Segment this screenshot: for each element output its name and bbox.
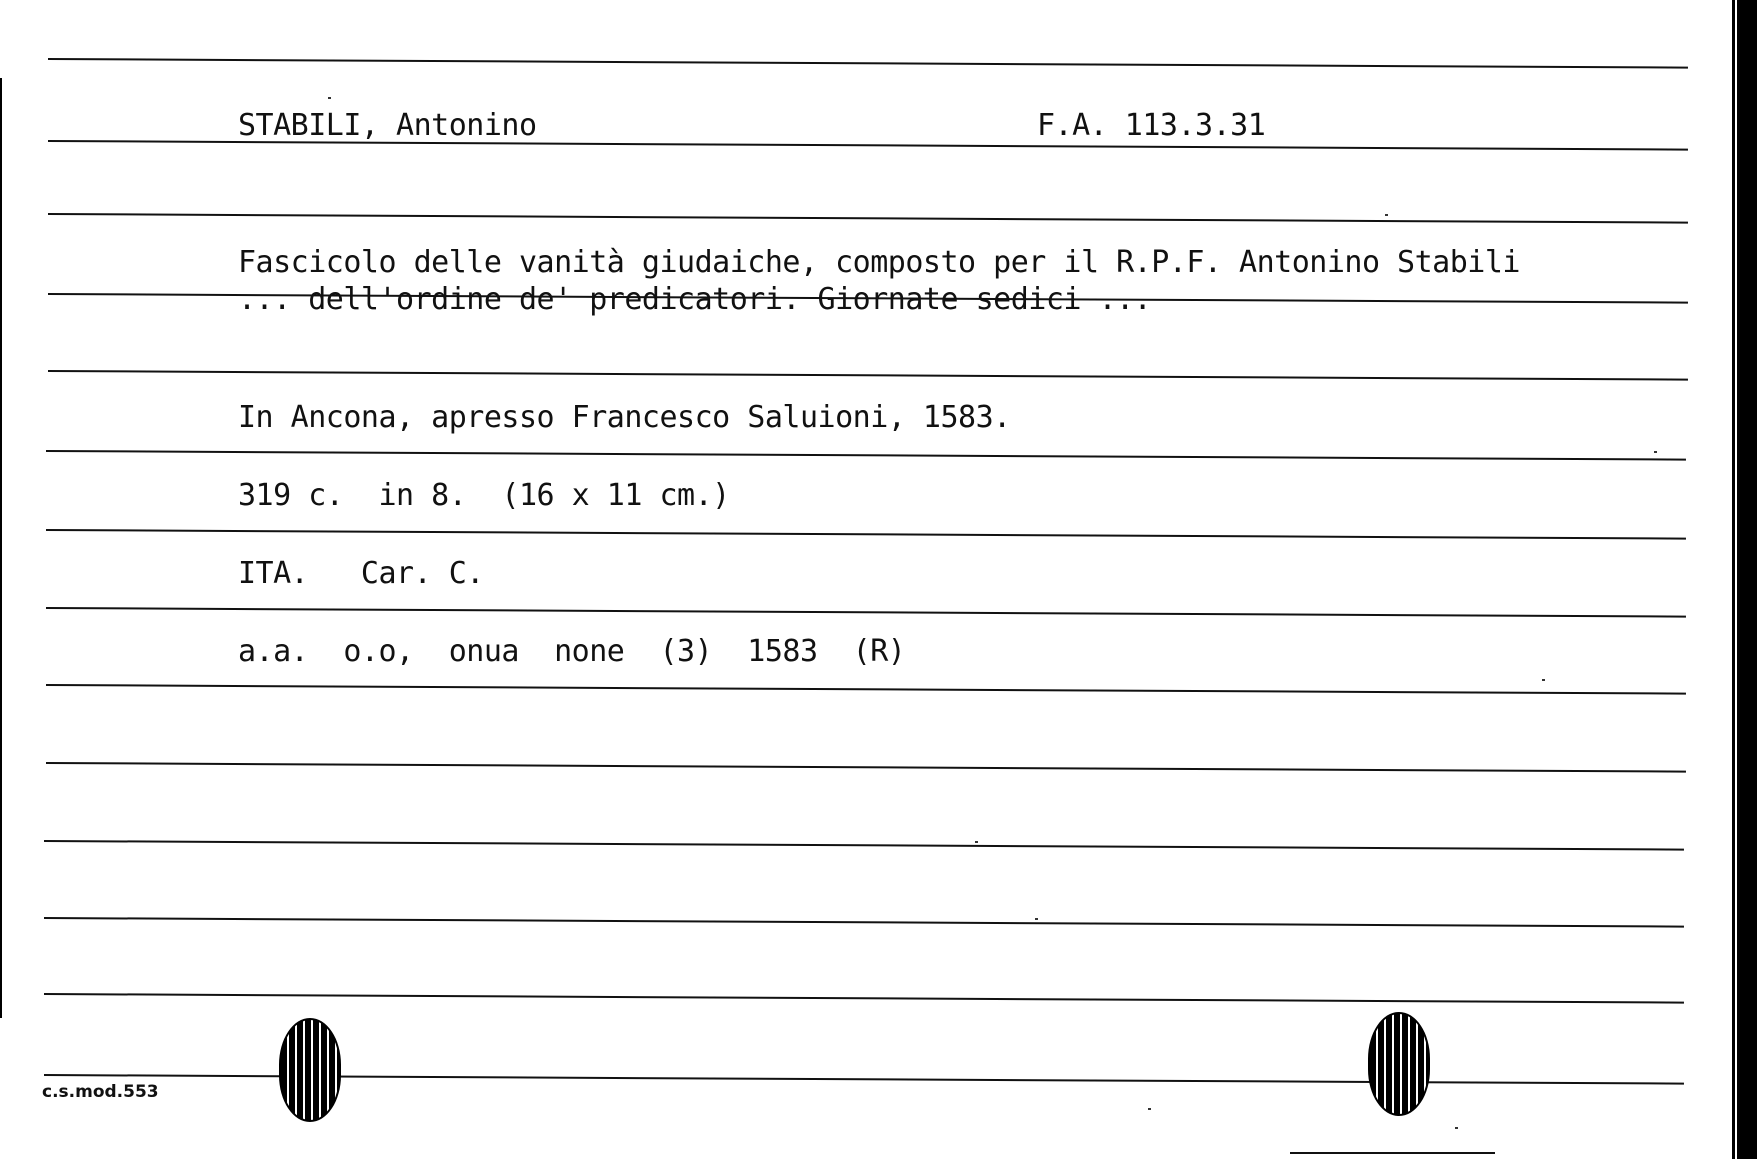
shelfmark: F.A. 113.3.31 <box>1037 108 1266 143</box>
ruled-line <box>48 58 1688 69</box>
card-left-edge <box>0 78 2 1018</box>
speck <box>975 841 978 843</box>
speck <box>1385 214 1388 216</box>
collation-line: 319 c. in 8. (16 x 11 cm.) <box>238 478 730 513</box>
card-right-edge <box>1732 0 1757 1159</box>
imprint-line: In Ancona, apresso Francesco Saluioni, 1583. <box>238 400 1011 435</box>
ruled-line <box>48 370 1688 381</box>
fingerprint-line: a.a. o.o, onua none (3) 1583 (R) <box>238 634 906 669</box>
title-line-1: Fascicolo delle vanità giudaiche, composto per il R.P.F. Antonino Stabili <box>238 245 1520 280</box>
bottom-mark <box>1290 1152 1495 1154</box>
language-note-line: ITA. Car. C. <box>238 556 484 591</box>
ruled-line <box>48 213 1688 224</box>
ruled-line <box>46 684 1686 695</box>
title-line-2: ... dell'ordine de' predicatori. Giornate sedici ... <box>238 282 1152 317</box>
ruled-line <box>44 917 1684 928</box>
ruled-line <box>46 450 1686 461</box>
speck <box>1148 1108 1151 1110</box>
ruled-line <box>46 607 1686 618</box>
ruled-line <box>46 529 1686 540</box>
ruled-line <box>46 762 1686 773</box>
speck <box>1455 1127 1458 1129</box>
speck <box>1654 451 1657 453</box>
punch-hole-right <box>1368 1012 1430 1116</box>
punch-hole-left <box>279 1018 341 1122</box>
speck <box>328 97 331 99</box>
author-heading: STABILI, Antonino <box>238 108 537 143</box>
speck <box>1542 679 1545 681</box>
speck <box>1035 918 1038 920</box>
ruled-line <box>44 840 1684 851</box>
form-code: c.s.mod.553 <box>42 1082 159 1102</box>
ruled-line <box>44 993 1684 1004</box>
